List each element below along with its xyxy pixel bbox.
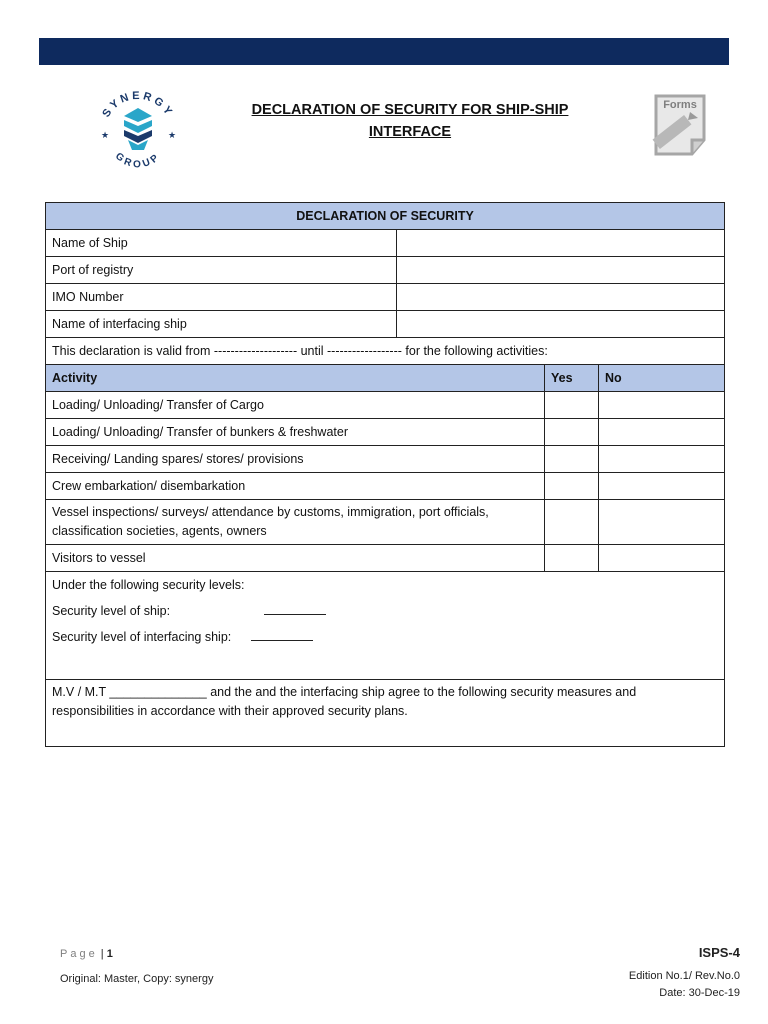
svg-text:★: ★: [101, 130, 110, 140]
page-number: 1: [106, 948, 113, 960]
no-cell[interactable]: [599, 419, 725, 446]
field-label: Name of interfacing ship: [46, 311, 397, 338]
security-level-interfacing-label: Security level of interfacing ship:: [52, 630, 232, 644]
yes-cell[interactable]: [545, 446, 599, 473]
distribution-note: Original: Master, Copy: synergy: [60, 973, 214, 985]
svg-text:GROUP: GROUP: [112, 150, 164, 171]
top-banner-bar: [39, 38, 729, 65]
page-label: Page: [60, 948, 98, 960]
activity-row: [46, 392, 725, 419]
no-column-header: No: [599, 365, 725, 392]
yes-cell[interactable]: [545, 473, 599, 500]
yes-cell[interactable]: [545, 392, 599, 419]
activity-label: Visitors to vessel: [46, 545, 545, 572]
security-level-ship-blank[interactable]: [264, 602, 326, 615]
activity-row: [46, 446, 725, 473]
activity-header-row: [46, 365, 725, 392]
yes-cell[interactable]: [545, 545, 599, 572]
svg-text:SYNERGY: SYNERGY: [100, 89, 176, 120]
synergy-group-logo: [88, 80, 188, 180]
activity-row: [46, 545, 725, 572]
security-level-ship: [52, 600, 718, 626]
security-levels-block: [46, 572, 725, 680]
field-value[interactable]: [397, 257, 725, 284]
field-value[interactable]: [397, 284, 725, 311]
no-cell[interactable]: [599, 500, 725, 545]
field-row: [46, 257, 725, 284]
yes-cell[interactable]: [545, 500, 599, 545]
no-cell[interactable]: [599, 392, 725, 419]
field-label: Name of Ship: [46, 230, 397, 257]
title-line-1: DECLARATION OF SECURITY FOR SHIP-SHIP: [251, 102, 569, 118]
table-heading: DECLARATION OF SECURITY: [46, 203, 725, 230]
activity-label: Receiving/ Landing spares/ stores/ provisions: [46, 446, 545, 473]
activity-row: [46, 419, 725, 446]
agreement-statement: M.V / M.T ______________ and the and the interfacing ship agree to the following security measures and responsibilities in accordance with their approved security plans.: [46, 680, 725, 747]
activity-label: Loading/ Unloading/ Transfer of Cargo: [46, 392, 545, 419]
field-value[interactable]: [397, 311, 725, 338]
declaration-table: [45, 202, 725, 747]
field-row: [46, 284, 725, 311]
field-label: IMO Number: [46, 284, 397, 311]
svg-text:★: ★: [168, 130, 177, 140]
activity-label: Loading/ Unloading/ Transfer of bunkers & freshwater: [46, 419, 545, 446]
no-cell[interactable]: [599, 473, 725, 500]
security-level-interfacing-blank[interactable]: [251, 628, 313, 641]
yes-column-header: Yes: [545, 365, 599, 392]
field-value[interactable]: [397, 230, 725, 257]
activity-column-header: Activity: [46, 365, 545, 392]
no-cell[interactable]: [599, 545, 725, 572]
document-date: Date: 30-Dec-19: [659, 987, 740, 999]
forms-icon: [646, 92, 716, 162]
field-row: [46, 311, 725, 338]
svg-text:Forms: Forms: [663, 99, 697, 111]
field-label: Port of registry: [46, 257, 397, 284]
no-cell[interactable]: [599, 446, 725, 473]
security-intro: Under the following security levels:: [52, 578, 245, 592]
security-level-interfacing: [52, 626, 718, 652]
activity-row: [46, 500, 725, 545]
field-row: [46, 230, 725, 257]
activity-label: Crew embarkation/ disembarkation: [46, 473, 545, 500]
document-control: [629, 945, 740, 1002]
yes-cell[interactable]: [545, 419, 599, 446]
page-indicator: Page | 1: [60, 948, 113, 960]
document-code: ISPS-4: [698, 945, 740, 960]
security-level-ship-label: Security level of ship:: [52, 604, 171, 618]
page-title: [230, 99, 590, 143]
title-line-2: INTERFACE: [368, 124, 452, 140]
activity-label: Vessel inspections/ surveys/ attendance by customs, immigration, port officials, classification societies, agents, owners: [46, 500, 545, 545]
activity-row: [46, 473, 725, 500]
validity-statement: This declaration is valid from -------------------- until ------------------ for the following activities:: [46, 338, 725, 365]
edition-info: Edition No.1/ Rev.No.0: [628, 970, 740, 982]
